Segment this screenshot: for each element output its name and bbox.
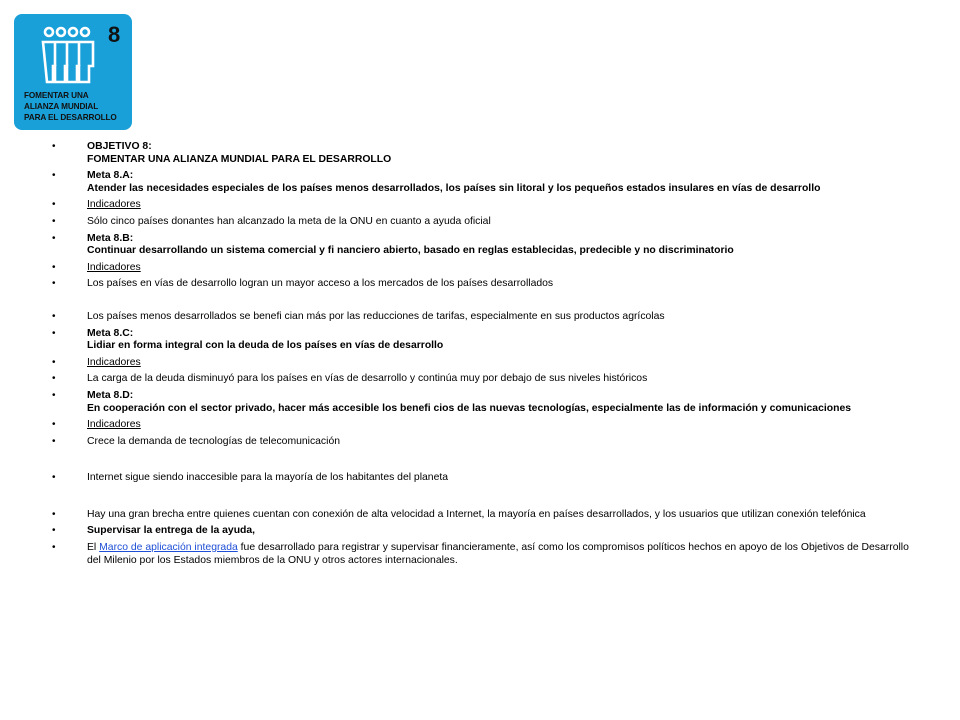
integrated-framework-link[interactable]: Marco de aplicación integrada	[99, 542, 238, 554]
bullet-icon: •	[52, 215, 56, 227]
target-8c: Meta 8.C: Lidiar en forma integral con la deuda de los países en vías de desarrollo	[87, 327, 444, 352]
indicators-label: Indicadores	[87, 419, 141, 431]
aid-supervision-heading: Supervisar la entrega de la ayuda,	[87, 525, 256, 537]
list-item	[52, 509, 922, 522]
bullet-icon: •	[52, 278, 56, 290]
goal-number: 8	[108, 22, 121, 47]
list-item	[52, 262, 922, 275]
indicator-text: Sólo cinco países donantes han alcanzado la meta de la ONU en cuanto a ayuda oficial	[87, 215, 491, 227]
indicator-text: Crece la demanda de tecnologías de telecomunicación	[87, 435, 340, 447]
indicator-text: Los países en vías de desarrollo logran un mayor acceso a los mercados de los países desarrollados	[87, 278, 554, 290]
list-item	[52, 141, 922, 166]
bullet-icon: •	[52, 373, 56, 385]
list-item	[52, 216, 922, 229]
list-item	[52, 357, 922, 370]
list-item	[52, 542, 922, 567]
list-item	[52, 311, 922, 324]
list-item	[52, 525, 922, 538]
list-item	[52, 472, 922, 485]
bullet-icon: •	[52, 199, 56, 211]
bullet-icon: •	[52, 419, 56, 431]
bullet-icon: •	[52, 170, 56, 182]
mdg-goal-8-logo	[14, 14, 132, 130]
bullet-icon: •	[52, 232, 56, 244]
list-item	[52, 328, 922, 353]
target-8d: Meta 8.D: En cooperación con el sector privado, hacer más accesible los benefi cios de las nuevas tecnologías, especialmente las de información y comunicaciones	[87, 389, 851, 414]
framework-prefix: El	[87, 542, 100, 554]
list-item	[52, 278, 922, 291]
indicators-label: Indicadores	[87, 356, 141, 368]
list-item	[52, 170, 922, 195]
bullet-icon: •	[52, 356, 56, 368]
target-8a: Meta 8.A: Atender las necesidades especiales de los países menos desarrollados, los países sin litoral y los pequeños estados insulares en vías de desarrollo	[87, 170, 821, 194]
bullet-icon: •	[52, 508, 56, 520]
indicator-text: Hay una gran brecha entre quienes cuentan con conexión de alta velocidad a Internet, la mayoría en países desarrollados, y los usuarios que utilizan conexión telefónica	[87, 508, 866, 520]
list-item	[52, 199, 922, 212]
goal-bullet-list	[52, 141, 922, 571]
indicators-label: Indicadores	[87, 261, 141, 273]
bullet-icon: •	[52, 435, 56, 447]
bullet-icon: •	[52, 542, 56, 554]
bullet-icon: •	[52, 389, 56, 401]
framework-suffix: fue desarrollado para registrar y supervisar financieramente, así como los compromisos políticos hechos en apoyo de los Objetivos de Desarrollo del Milenio por los Estados miembros de la ONU y otros actores internacionales.	[87, 542, 909, 566]
list-item	[52, 233, 922, 258]
bullet-icon: •	[52, 525, 56, 537]
group-of-people-icon	[40, 26, 104, 88]
list-item	[52, 436, 922, 449]
list-item	[52, 390, 922, 415]
bullet-icon: •	[52, 310, 56, 322]
list-item	[52, 419, 922, 432]
indicator-text: La carga de la deuda disminuyó para los países en vías de desarrollo y continúa muy por debajo de sus niveles históricos	[87, 373, 648, 385]
list-item	[52, 373, 922, 386]
indicators-label: Indicadores	[87, 199, 141, 211]
indicator-text: Los países menos desarrollados se benefi cian más por las reducciones de tarifas, especialmente en sus productos agrícolas	[87, 310, 665, 322]
objective-heading: OBJETIVO 8: FOMENTAR UNA ALIANZA MUNDIAL PARA EL DESARROLLO	[87, 141, 392, 165]
target-8b: Meta 8.B: Continuar desarrollando un sistema comercial y fi nanciero abierto, basado en reglas establecidas, predecible y no discriminatorio	[87, 232, 734, 257]
indicator-text: Internet sigue siendo inaccesible para la mayoría de los habitantes del planeta	[87, 472, 449, 484]
framework-paragraph	[87, 542, 922, 567]
goal-caption: FOMENTAR UNA ALIANZA MUNDIAL PARA EL DESARROLLO	[24, 91, 117, 122]
bullet-icon: •	[52, 141, 56, 152]
bullet-icon: •	[52, 261, 56, 273]
bullet-icon: •	[52, 327, 56, 339]
bullet-icon: •	[52, 472, 56, 484]
